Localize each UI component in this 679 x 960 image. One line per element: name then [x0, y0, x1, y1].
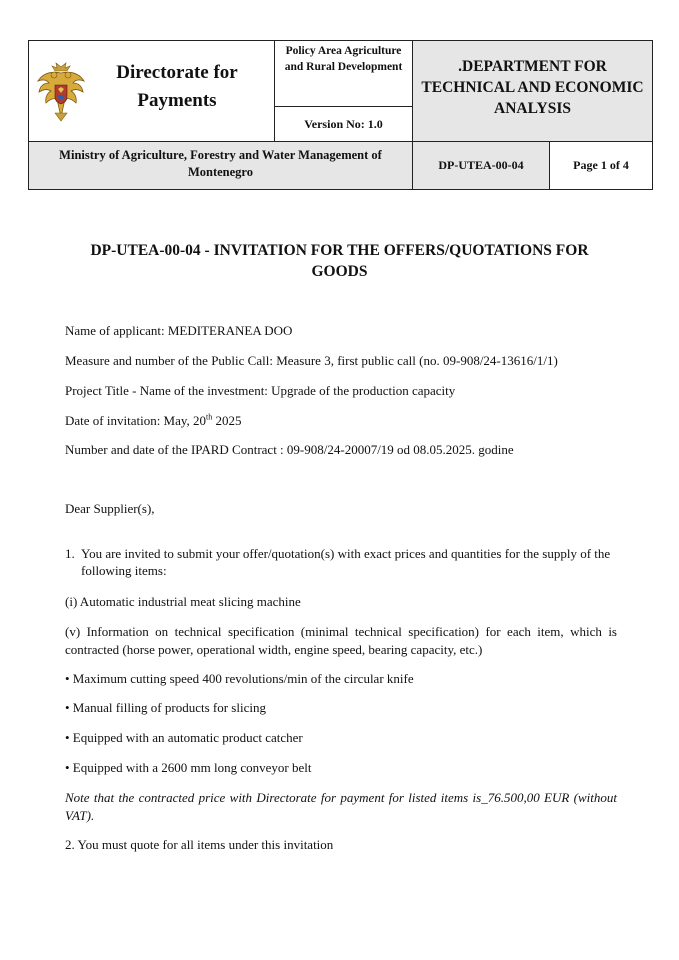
item-i: (i) Automatic industrial meat slicing machine [65, 594, 301, 609]
policy-area: Policy Area Agriculture and Rural Development [275, 41, 413, 107]
list-item-text: You are invited to submit your offer/quotation(s) with exact prices and quantities for the supply of the following items: [81, 546, 611, 578]
list-number: 1. [65, 546, 75, 561]
salutation: Dear Supplier(s), [65, 501, 155, 516]
bullet-item: • Equipped with an automatic product catcher [65, 730, 303, 745]
invitation-date: Date of invitation: May, 20th 2025 [65, 412, 242, 428]
bullet-item: • Equipped with a 2600 mm long conveyor belt [65, 760, 312, 775]
public-call-measure: Measure and number of the Public Call: Measure 3, first public call (no. 09-908/24-13616/1/1) [65, 353, 558, 368]
ipard-contract: Number and date of the IPARD Contract : 09-908/24-20007/19 od 08.05.2025. godine [65, 442, 514, 457]
price-note: Note that the contracted price with Directorate for payment for listed items is_76.500,00 EUR (without VAT). [65, 790, 617, 823]
directorate-cell [29, 41, 275, 142]
document-code: DP-UTEA-00-04 [413, 142, 550, 189]
bullet-item: • Manual filling of products for slicing [65, 700, 266, 715]
list-item-2: 2. You must quote for all items under this invitation [65, 837, 334, 852]
bullet-item: • Maximum cutting speed 400 revolutions/min of the circular knife [65, 671, 414, 686]
department-title: .DEPARTMENT FOR TECHNICAL AND ECONOMIC ANALYSIS [413, 41, 652, 142]
page-number: Page 1 of 4 [550, 142, 652, 189]
item-v: (v) Information on technical specification (minimal technical specification) for each item, which is contracted (horse power, operational width, engine speed, bearing capacity, etc.) [65, 624, 617, 657]
applicant-name: Name of applicant: MEDITERANEA DOO [65, 323, 293, 338]
montenegro-coat-of-arms-icon [35, 59, 87, 123]
list-item-1 [65, 545, 617, 579]
document-title: DP-UTEA-00-04 - INVITATION FOR THE OFFERS/QUOTATIONS FOR GOODS [90, 242, 589, 280]
project-title: Project Title - Name of the investment: Upgrade of the production capacity [65, 383, 456, 398]
ministry-name: Ministry of Agriculture, Forestry and Water Management of Montenegro [29, 142, 413, 189]
version-number: Version No: 1.0 [275, 107, 413, 142]
directorate-title: Directorate for Payments [116, 62, 238, 111]
document-header [28, 40, 653, 190]
